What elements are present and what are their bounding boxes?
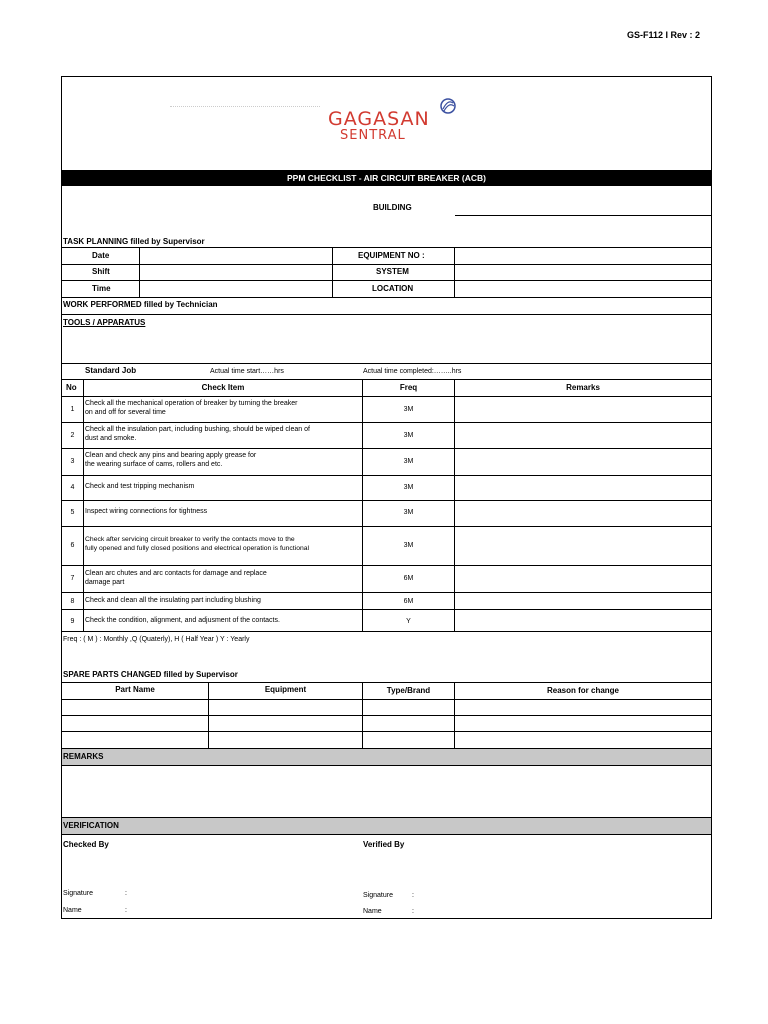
- col-freq-header: Freq: [399, 383, 418, 392]
- building-field-line[interactable]: [455, 215, 711, 216]
- logo-line1: GAGASAN: [328, 108, 430, 130]
- equipment-no-label: EQUIPMENT NO :: [358, 251, 425, 260]
- logo-line2: SENTRAL: [340, 128, 406, 143]
- system-field[interactable]: [455, 265, 710, 279]
- remarks-field[interactable]: [62, 767, 711, 817]
- row-2-freq: 3M: [403, 432, 414, 439]
- spare-reason-header: Reason for change: [546, 686, 619, 695]
- remarks-label: REMARKS: [63, 752, 104, 761]
- verification-header-bar: [62, 817, 711, 835]
- row-7-item: Clean arc chutes and arc contacts for damage and replace damage part: [85, 570, 267, 586]
- row-9-freq: Y: [406, 618, 411, 625]
- col-remarks-header: Remarks: [566, 383, 600, 392]
- row-7-no: 7: [70, 575, 75, 582]
- checked-signature-label: Signature: [63, 890, 93, 897]
- company-logo: [300, 96, 470, 146]
- spare-equipment-header: Equipment: [264, 685, 307, 694]
- row-3-no: 3: [70, 458, 75, 465]
- row-2-item: Check all the insulation part, including bushing, should be wiped clean of dust and smoke.: [85, 426, 310, 442]
- verified-by-label: Verified By: [363, 840, 405, 849]
- actual-time-start: Actual time start……hrs: [210, 368, 284, 375]
- row-3-item: Clean and check any pins and bearing apply grease for the wearing surface of cams, rollers and etc.: [85, 452, 257, 468]
- checked-by-label: Checked By: [63, 840, 109, 849]
- row-4-no: 4: [70, 484, 75, 491]
- row-2-no: 2: [70, 432, 75, 439]
- row-1-no: 1: [70, 406, 75, 413]
- row-9-item: Check the condition, alignment, and adjusment of the contacts.: [85, 617, 280, 624]
- row-8-no: 8: [70, 598, 75, 605]
- spare-parts-label: SPARE PARTS CHANGED filled by Supervisor: [63, 670, 238, 679]
- spare-type-brand-header: Type/Brand: [386, 686, 431, 695]
- shift-label: Shift: [92, 267, 110, 276]
- row-1-freq: 3M: [403, 406, 414, 413]
- time-field[interactable]: [140, 281, 331, 296]
- location-label: LOCATION: [372, 284, 414, 293]
- form-title: PPM CHECKLIST - AIR CIRCUIT BREAKER (ACB): [62, 170, 711, 186]
- freq-legend: Freq : ( M ) : Monthly ,Q (Quaterly), H ( Half Year ) Y : Yearly: [63, 636, 250, 643]
- row-4-freq: 3M: [403, 484, 414, 491]
- row-6-no: 6: [70, 542, 75, 549]
- date-field[interactable]: [140, 248, 331, 263]
- equipment-no-field[interactable]: [455, 248, 710, 263]
- row-4-item: Check and test tripping mechanism: [85, 483, 195, 490]
- verified-signature-label: Signature: [363, 892, 393, 899]
- row-5-item: Inspect wiring connections for tightness: [85, 508, 208, 515]
- logo-swirl-icon: [438, 96, 458, 116]
- row-9-no: 9: [70, 618, 75, 625]
- verified-name-colon: :: [412, 908, 414, 915]
- row-5-no: 5: [70, 509, 75, 516]
- row-1-item: Check all the mechanical operation of breaker by turning the breaker on and off for several time: [85, 400, 298, 416]
- col-no-header: No: [66, 383, 77, 392]
- col-item-header: Check Item: [201, 383, 245, 392]
- actual-time-completed: Actual time completed:……..hrs: [363, 368, 462, 375]
- row-7-freq: 6M: [403, 575, 414, 582]
- standard-job-label: Standard Job: [85, 366, 137, 375]
- checked-name-label: Name: [63, 907, 82, 914]
- spare-part-name-header: Part Name: [115, 685, 155, 694]
- tools-label: TOOLS / APPARATUS: [63, 318, 146, 327]
- building-label: BUILDING: [373, 203, 412, 212]
- verification-label: VERIFICATION: [63, 821, 119, 830]
- tools-field[interactable]: [62, 330, 711, 362]
- system-label: SYSTEM: [376, 267, 409, 276]
- verified-signature-colon: :: [412, 892, 414, 899]
- row-3-freq: 3M: [403, 458, 414, 465]
- row-5-freq: 3M: [403, 509, 414, 516]
- work-performed-label: WORK PERFORMED filled by Technician: [63, 300, 218, 309]
- remarks-header-bar: [62, 748, 711, 766]
- row-6-freq: 3M: [403, 542, 414, 549]
- verified-name-label: Name: [363, 908, 382, 915]
- checked-name-colon: :: [125, 907, 127, 914]
- shift-field[interactable]: [140, 265, 331, 279]
- checked-signature-colon: :: [125, 890, 127, 897]
- document-id: GS-F112 I Rev : 2: [626, 30, 700, 40]
- row-8-freq: 6M: [403, 598, 414, 605]
- date-label: Date: [92, 251, 110, 260]
- location-field[interactable]: [455, 281, 710, 296]
- task-planning-label: TASK PLANNING filled by Supervisor: [63, 237, 205, 246]
- row-6-item: Check after servicing circuit breaker to verify the contacts move to the fully opened and fully closed positions and electrical operation is functional: [85, 536, 310, 552]
- row-8-item: Check and clean all the insulating part including blushing: [85, 597, 261, 604]
- time-label: Time: [92, 284, 111, 293]
